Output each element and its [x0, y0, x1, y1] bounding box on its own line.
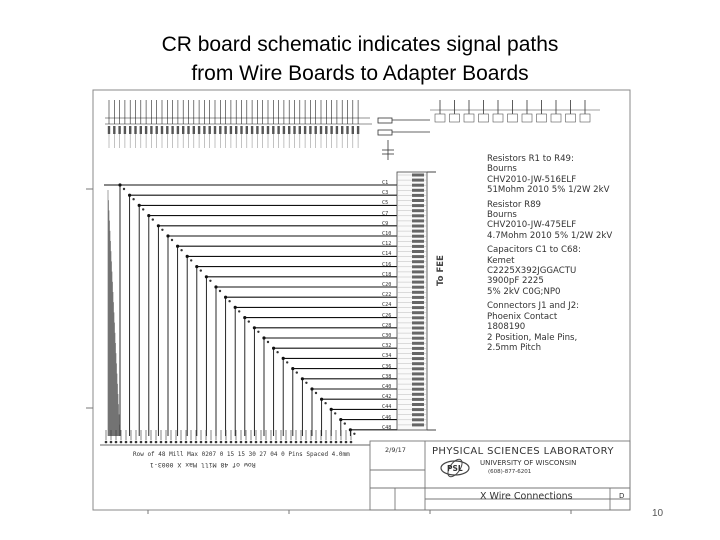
pin-dot	[140, 441, 143, 444]
pin-dot	[170, 441, 173, 444]
note-line: 2.5mm Pitch	[487, 342, 542, 353]
page-number: 10	[652, 508, 664, 519]
pin-dot	[205, 441, 208, 444]
fee-connector-strip	[397, 172, 436, 430]
title-block-date: 2/9/17	[385, 446, 406, 454]
resistor-mark	[336, 126, 338, 134]
capacitor-label: C26	[382, 312, 392, 319]
connector-pin	[412, 337, 424, 340]
top-connector-pad	[566, 114, 576, 122]
connector-pin	[412, 306, 424, 309]
staircase-dot	[190, 259, 192, 261]
capacitor-label: C40	[382, 384, 392, 390]
note-line: Bourns	[487, 210, 517, 221]
diagonal-wire-bundle	[108, 183, 356, 436]
connector-pin	[412, 276, 424, 279]
staircase-dot	[296, 371, 298, 373]
pin-dot	[285, 441, 288, 444]
staircase-dot	[248, 320, 250, 322]
connector-pin	[412, 265, 424, 268]
connector-pin	[412, 281, 424, 284]
connector-pin	[412, 388, 424, 391]
resistor-mark	[230, 126, 232, 134]
note-line: 1808190	[487, 322, 526, 333]
staircase-dot	[334, 412, 336, 414]
note-line: Kemet	[487, 255, 515, 266]
resistor-mark	[145, 126, 147, 134]
top-connector-row	[430, 100, 600, 122]
capacitor-label: C20	[382, 282, 392, 288]
note-line: 3900pF 2225	[487, 276, 544, 287]
resistor-mark	[246, 126, 248, 134]
top-connector-pad	[435, 114, 445, 122]
resistor-mark	[262, 126, 264, 134]
capacitor-label: C28	[382, 322, 392, 329]
pin-dot	[260, 441, 263, 444]
connector-pin	[412, 367, 424, 370]
pin-dot	[290, 441, 293, 444]
capacitor-label: C7	[382, 210, 389, 217]
pin-dot	[195, 441, 198, 444]
connector-pin	[412, 393, 424, 396]
connector-pin	[412, 214, 424, 217]
resistor-mark	[272, 126, 274, 134]
title-block-phone: (608)-877-6201	[488, 469, 532, 475]
note-line: Connectors J1 and J2:	[487, 301, 580, 312]
connector-pin	[412, 316, 424, 319]
capacitor-label: C24	[382, 302, 392, 309]
top-connector-pad	[450, 114, 460, 122]
resistor-mark	[129, 126, 131, 134]
pin-row-note-mirrored: Row of 48 Mill Max X 0003-1	[150, 461, 256, 469]
staircase-dot	[219, 290, 221, 292]
title-line-1: CR board schematic indicates signal paths	[161, 33, 559, 56]
parts-notes	[487, 154, 627, 357]
connector-pin	[412, 423, 424, 426]
staircase-dot	[344, 422, 346, 424]
connector-pin	[412, 342, 424, 345]
connector-pin	[412, 286, 424, 289]
pin-dot	[130, 441, 133, 444]
staircase-dot	[132, 198, 134, 200]
connector-pin	[412, 403, 424, 406]
connectors-note	[487, 301, 627, 353]
top-connector-pad	[479, 114, 489, 122]
psl-logo	[441, 457, 469, 479]
staircase-dot	[353, 433, 355, 435]
pin-dot	[110, 441, 113, 444]
pin-dot	[115, 441, 118, 444]
note-line: 51Mohm 2010 5% 1/2W 2kV	[487, 185, 610, 196]
staircase-dot	[123, 188, 125, 190]
staircase-dot	[228, 300, 230, 302]
resistor-mark	[124, 126, 126, 134]
resistor-mark	[277, 126, 279, 134]
note-line: 5% 2kV C0G;NP0	[487, 286, 561, 297]
staircase-dot	[200, 269, 202, 271]
pin-dot	[335, 441, 338, 444]
staircase-dot	[238, 310, 240, 312]
connector-pin	[412, 174, 424, 177]
pin-dot	[275, 441, 278, 444]
top-connector-pad	[537, 114, 547, 122]
resistor-mark	[187, 126, 189, 134]
resistor-mark	[283, 126, 285, 134]
connector-pin	[412, 347, 424, 350]
resistor-mark	[198, 126, 200, 134]
capacitor-label: C5	[382, 200, 389, 207]
pin-dot	[180, 441, 183, 444]
resistor-mark	[288, 126, 290, 134]
capacitor-label: C10	[382, 231, 392, 237]
resistor-mark	[182, 126, 184, 134]
pin-dot	[240, 441, 243, 444]
staircase-dot	[161, 229, 163, 231]
resistor-mark	[315, 126, 317, 134]
note-line: 4.7Mohm 2010 5% 1/2W 2kV	[487, 230, 613, 241]
resistor-mark	[134, 126, 136, 134]
pin-dot	[215, 441, 218, 444]
staircase-dot	[142, 208, 144, 210]
capacitor-label: C16	[382, 261, 392, 268]
pin-dot	[220, 441, 223, 444]
capacitors-note	[487, 245, 627, 297]
resistor-mark	[325, 126, 327, 134]
resistor-mark	[177, 126, 179, 134]
pin-dot	[265, 441, 268, 444]
resistor-mark	[352, 126, 354, 134]
note-line: Resistors R1 to R49:	[487, 154, 574, 164]
pin-dot	[135, 441, 138, 444]
staircase-dot	[276, 351, 278, 353]
capacitor-label: C46	[382, 414, 392, 421]
to-fee-label: To FEE	[436, 255, 446, 286]
top-connector-pad	[522, 114, 532, 122]
pin-dot	[165, 441, 168, 444]
connector-pin	[412, 362, 424, 365]
note-line: C2225X392JGGACTU	[487, 266, 577, 277]
connector-pin	[412, 383, 424, 386]
resistor-mark	[171, 126, 173, 134]
title-line-2: from Wire Boards to Adapter Boards	[191, 62, 529, 85]
connector-pin	[412, 189, 424, 192]
pin-dot	[155, 441, 158, 444]
capacitor-label: C42	[382, 394, 392, 401]
connector-pin	[412, 219, 424, 222]
resistor-mark	[203, 126, 205, 134]
pin-dot	[325, 441, 328, 444]
pin-dot	[270, 441, 273, 444]
connector-pin	[412, 296, 424, 299]
connector-pin	[412, 184, 424, 187]
pin-dot	[160, 441, 163, 444]
connector-pin	[412, 413, 424, 416]
connector-pin	[412, 357, 424, 360]
connector-pin	[412, 199, 424, 202]
connector-pin	[412, 270, 424, 273]
connector-pin	[412, 352, 424, 355]
resistor-mark	[320, 126, 322, 134]
connector-pin	[412, 235, 424, 238]
staircase-dot	[257, 331, 259, 333]
capacitor-label: C30	[382, 333, 392, 339]
pin-dot	[300, 441, 303, 444]
pin-dot	[280, 441, 283, 444]
bias-resistor-symbols	[378, 118, 430, 160]
resistor-mark	[113, 126, 115, 134]
top-connector-pad	[493, 114, 503, 122]
resistor-mark	[150, 126, 152, 134]
resistor-mark	[267, 126, 269, 134]
pin-dot	[330, 441, 333, 444]
pin-dot	[250, 441, 253, 444]
note-line: Capacitors C1 to C68:	[487, 245, 581, 256]
capacitor-label: C44	[382, 404, 392, 411]
connector-pin	[412, 291, 424, 294]
resistor-mark	[251, 126, 253, 134]
connector-pin	[412, 332, 424, 335]
note-line: CHV2010-JW-475ELF	[487, 220, 577, 231]
resistor-mark	[346, 126, 348, 134]
slide-title	[0, 30, 720, 88]
note-line: Phoenix Contact	[487, 311, 558, 322]
pin-dot	[245, 441, 248, 444]
pin-dot	[190, 441, 193, 444]
resistor-r89-note	[487, 200, 627, 242]
connector-pin	[412, 311, 424, 314]
pin-dot	[105, 441, 108, 444]
connector-pin	[412, 301, 424, 304]
staircase-dot	[267, 341, 269, 343]
resistor-mark	[140, 126, 142, 134]
staircase-dot	[171, 239, 173, 241]
resistor-mark	[357, 126, 359, 134]
pin-dot	[320, 441, 323, 444]
resistor-mark	[166, 126, 168, 134]
pin-dot	[315, 441, 318, 444]
resistor-mark	[293, 126, 295, 134]
capacitor-label: C38	[382, 373, 392, 380]
connector-pin	[412, 418, 424, 421]
connector-pin	[412, 209, 424, 212]
connector-pin	[412, 225, 424, 228]
capacitor-label: C18	[382, 271, 392, 278]
capacitor-label: C14	[382, 251, 392, 258]
pin-dot	[295, 441, 298, 444]
note-line: 2 Position, Male Pins,	[487, 332, 578, 343]
pin-dot	[200, 441, 203, 444]
connector-pin	[412, 179, 424, 182]
capacitor-label: C9	[382, 220, 389, 227]
pin-dot	[185, 441, 188, 444]
resistor-mark	[309, 126, 311, 134]
pin-dot	[235, 441, 238, 444]
resistor-mark	[108, 126, 110, 134]
pin-dot	[230, 441, 233, 444]
pin-dot	[305, 441, 308, 444]
pin-dot	[125, 441, 128, 444]
resistor-mark	[219, 126, 221, 134]
top-connector-pad	[464, 114, 474, 122]
capacitor-label: C48	[382, 424, 392, 431]
note-line: CHV2010-JW-516ELF	[487, 174, 577, 185]
top-connector-pad	[551, 114, 561, 122]
top-connector-pad	[580, 114, 590, 122]
connector-pin	[412, 398, 424, 401]
pin-dot	[310, 441, 313, 444]
resistor-mark	[118, 126, 120, 134]
connector-pin	[412, 230, 424, 233]
connector-pin	[412, 204, 424, 207]
horizontal-wire-bundle	[104, 185, 397, 430]
connector-pin	[412, 260, 424, 263]
resistor-mark	[341, 126, 343, 134]
resistors-note	[487, 154, 627, 196]
resistor-mark	[161, 126, 163, 134]
pin-dot	[345, 441, 348, 444]
pin-dot	[225, 441, 228, 444]
resistor-mark	[209, 126, 211, 134]
connector-pin	[412, 250, 424, 253]
top-connector-pad	[508, 114, 518, 122]
connector-pin	[412, 378, 424, 381]
title-block-lab-name: PHYSICAL SCIENCES LABORATORY	[432, 446, 614, 457]
connector-pin	[412, 372, 424, 375]
staircase-dot	[305, 382, 307, 384]
pin-dot	[175, 441, 178, 444]
pin-dot	[255, 441, 258, 444]
pin-dot	[150, 441, 153, 444]
resistor-mark	[224, 126, 226, 134]
connector-pin	[412, 245, 424, 248]
staircase-dot	[324, 402, 326, 404]
pin-row-note: Row of 48 Mill Max 0207 0 15 15 30 27 04 0 Pins Spaced 4.0mm	[133, 451, 350, 458]
top-wire-bundle	[105, 100, 372, 148]
resistor-mark	[304, 126, 306, 134]
capacitor-label: C34	[382, 353, 392, 360]
svg-text:PSL: PSL	[447, 464, 463, 473]
resistor-mark	[235, 126, 237, 134]
resistor-mark	[256, 126, 258, 134]
title-block-university: UNIVERSITY OF WISCONSIN	[480, 459, 577, 467]
capacitor-label: C1	[382, 180, 389, 186]
resistor-mark	[214, 126, 216, 134]
staircase-dot	[286, 361, 288, 363]
capacitor-label: C3	[382, 190, 389, 197]
pin-dot	[145, 441, 148, 444]
connector-pin	[412, 321, 424, 324]
pin-dot	[210, 441, 213, 444]
resistor-mark	[299, 126, 301, 134]
capacitor-label: C12	[382, 241, 392, 248]
connector-pin	[412, 408, 424, 411]
staircase-dot	[180, 249, 182, 251]
note-line: Bourns	[487, 164, 517, 175]
resistor-mark	[193, 126, 195, 134]
capacitor-label: C36	[382, 363, 392, 370]
resistor-mark	[240, 126, 242, 134]
note-line: Resistor R89	[487, 199, 542, 210]
capacitor-label: C22	[382, 292, 392, 299]
pin-dot	[120, 441, 123, 444]
connector-pin	[412, 194, 424, 197]
resistor-mark	[330, 126, 332, 134]
resistor-mark	[156, 126, 158, 134]
connector-pin	[412, 240, 424, 243]
connector-pin	[412, 255, 424, 258]
pin-dot	[340, 441, 343, 444]
pin-dot	[350, 441, 353, 444]
connector-pin	[412, 327, 424, 330]
capacitor-label: C32	[382, 343, 392, 350]
staircase-dot	[209, 280, 211, 282]
title-block-rev: D	[619, 492, 625, 500]
title-block-drawing-title: X Wire Connections	[480, 491, 573, 502]
staircase-dot	[152, 218, 154, 220]
staircase-dot	[315, 392, 317, 394]
